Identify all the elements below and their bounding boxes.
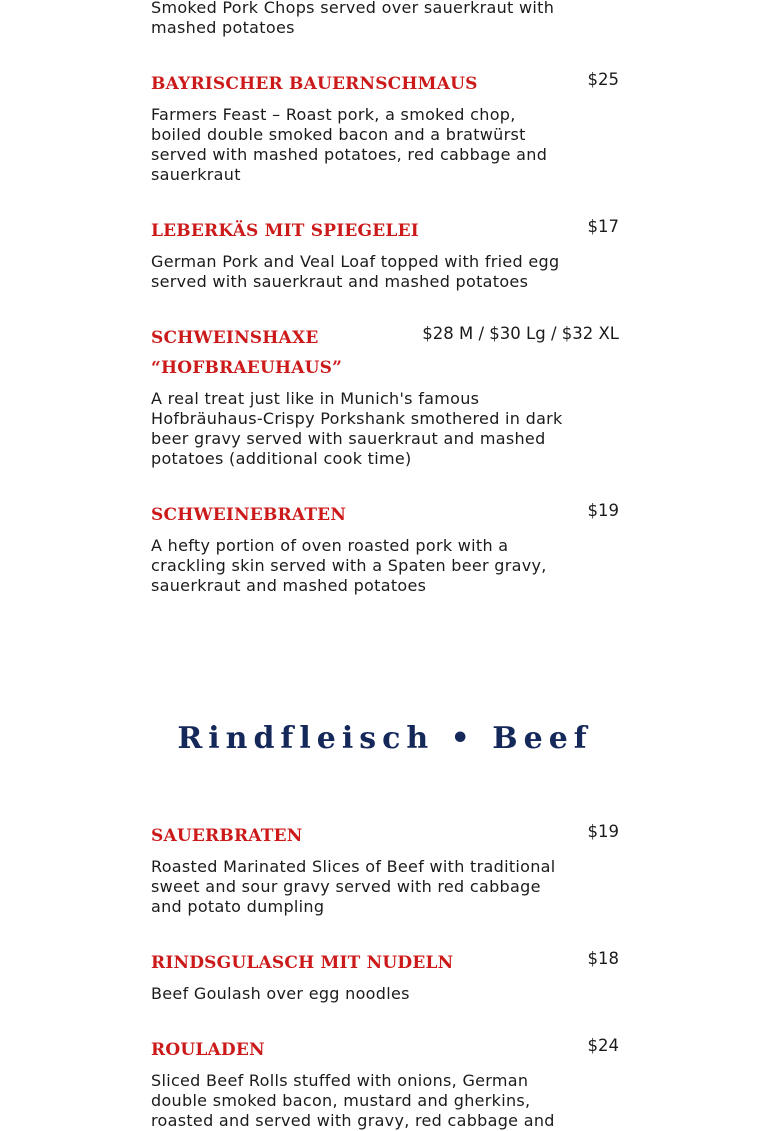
item-price: $25: [587, 70, 619, 89]
item-description: A real treat just like in Munich's famous Hofbräuhaus-Crispy Porkshank smothered in dark beer gravy served with sauerkraut and mashed potatoes (additional cook time): [151, 389, 563, 468]
item-name: SCHWEINEBRATEN: [151, 505, 347, 525]
item-price: $17: [587, 217, 619, 236]
item-description: Sliced Beef Rolls stuffed with onions, German double smoked bacon, mustard and gherkins, roasted and served with gravy, red cabbage and: [151, 1071, 555, 1130]
item-description: A hefty portion of oven roasted pork with a crackling skin served with a Spaten beer gravy, sauerkraut and mashed potatoes: [151, 536, 547, 595]
item-price: $19: [587, 501, 619, 520]
item-name: SCHWEINSHAXE: [151, 328, 319, 348]
item-price: $19: [587, 822, 619, 841]
item-price: $18: [587, 949, 619, 968]
item-description: Beef Goulash over egg noodles: [151, 984, 410, 1003]
section-title: Rindfleisch • Beef: [177, 721, 593, 756]
item-description: Farmers Feast – Roast pork, a smoked chop, boiled double smoked bacon and a bratwürst served with mashed potatoes, red cabbage and sauerkraut: [151, 105, 548, 184]
item-name: BAYRISCHER BAUERNSCHMAUS: [151, 74, 478, 94]
item-price: $24: [587, 1036, 619, 1055]
item-name: SAUERBRATEN: [151, 826, 303, 846]
item-name: LEBERKÄS MIT SPIEGELEI: [151, 221, 419, 241]
item-description: Smoked Pork Chops served over sauerkraut with mashed potatoes: [151, 0, 555, 37]
item-description: German Pork and Veal Loaf topped with fried egg served with sauerkraut and mashed potatoes: [151, 252, 560, 291]
item-name: ROULADEN: [151, 1040, 265, 1060]
item-description: Roasted Marinated Slices of Beef with traditional sweet and sour gravy served with red cabbage and potato dumpling: [151, 857, 556, 916]
item-name: RINDSGULASCH MIT NUDELN: [151, 953, 454, 973]
item-price: $28 M / $30 Lg / $32 XL: [422, 324, 619, 343]
item-name-line2: “HOFBRAEUHAUS”: [151, 358, 343, 378]
